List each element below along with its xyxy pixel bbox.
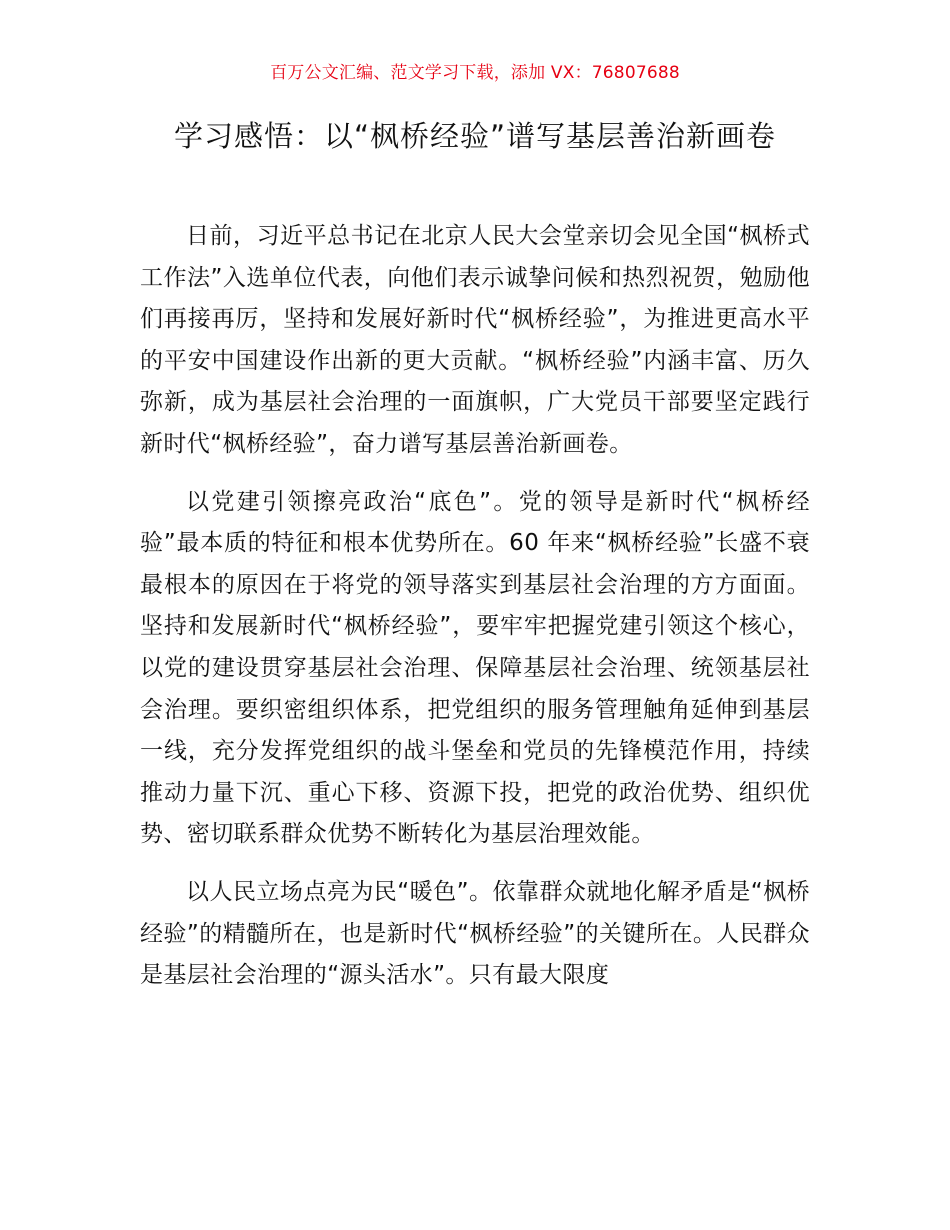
paragraph: 日前，习近平总书记在北京人民大会堂亲切会见全国“枫桥式工作法”入选单位代表，向他们表示诚挚问候和热烈祝贺，勉励他们再接再厉，坚持和发展好新时代“枫桥经验”，为推进更高水平的平安中国建设作出新的更大贡献。“枫桥经验”内涵丰富、历久弥新，成为基层社会治理的一面旗帜，广大党员干部要坚定践行新时代“枫桥经验”，奋力谱写基层善治新画卷。 (140, 223, 810, 457)
paragraph: 以人民立场点亮为民“暖色”。依靠群众就地化解矛盾是“枫桥经验”的精髓所在，也是新时代“枫桥经验”的关键所在。人民群众是基层社会治理的“源头活水”。只有最大限度 (140, 878, 810, 989)
document-body (140, 216, 810, 1013)
header-watermark-note: 百万公文汇编、范文学习下载，添加 VX：76807688 (270, 63, 680, 83)
document-title: 学习感悟：以“枫桥经验”谱写基层善治新画卷 (173, 119, 777, 153)
paragraph: 以党建引领擦亮政治“底色”。党的领导是新时代“枫桥经验”最本质的特征和根本优势所在。60 年来“枫桥经验”长盛不衰最根本的原因在于将党的领导落实到基层社会治理的方方面面。坚持和发展新时代“枫桥经验”，要牢牢把握党建引领这个核心，以党的建设贯穿基层社会治理、保障基层社会治理、统领基层社会治理。要织密组织体系，把党组织的服务管理触角延伸到基层一线，充分发挥党组织的战斗堡垒和党员的先锋模范作用，持续推动力量下沉、重心下移、资源下投，把党的政治优势、组织优势、密切联系群众优势不断转化为基层治理效能。 (140, 488, 810, 848)
